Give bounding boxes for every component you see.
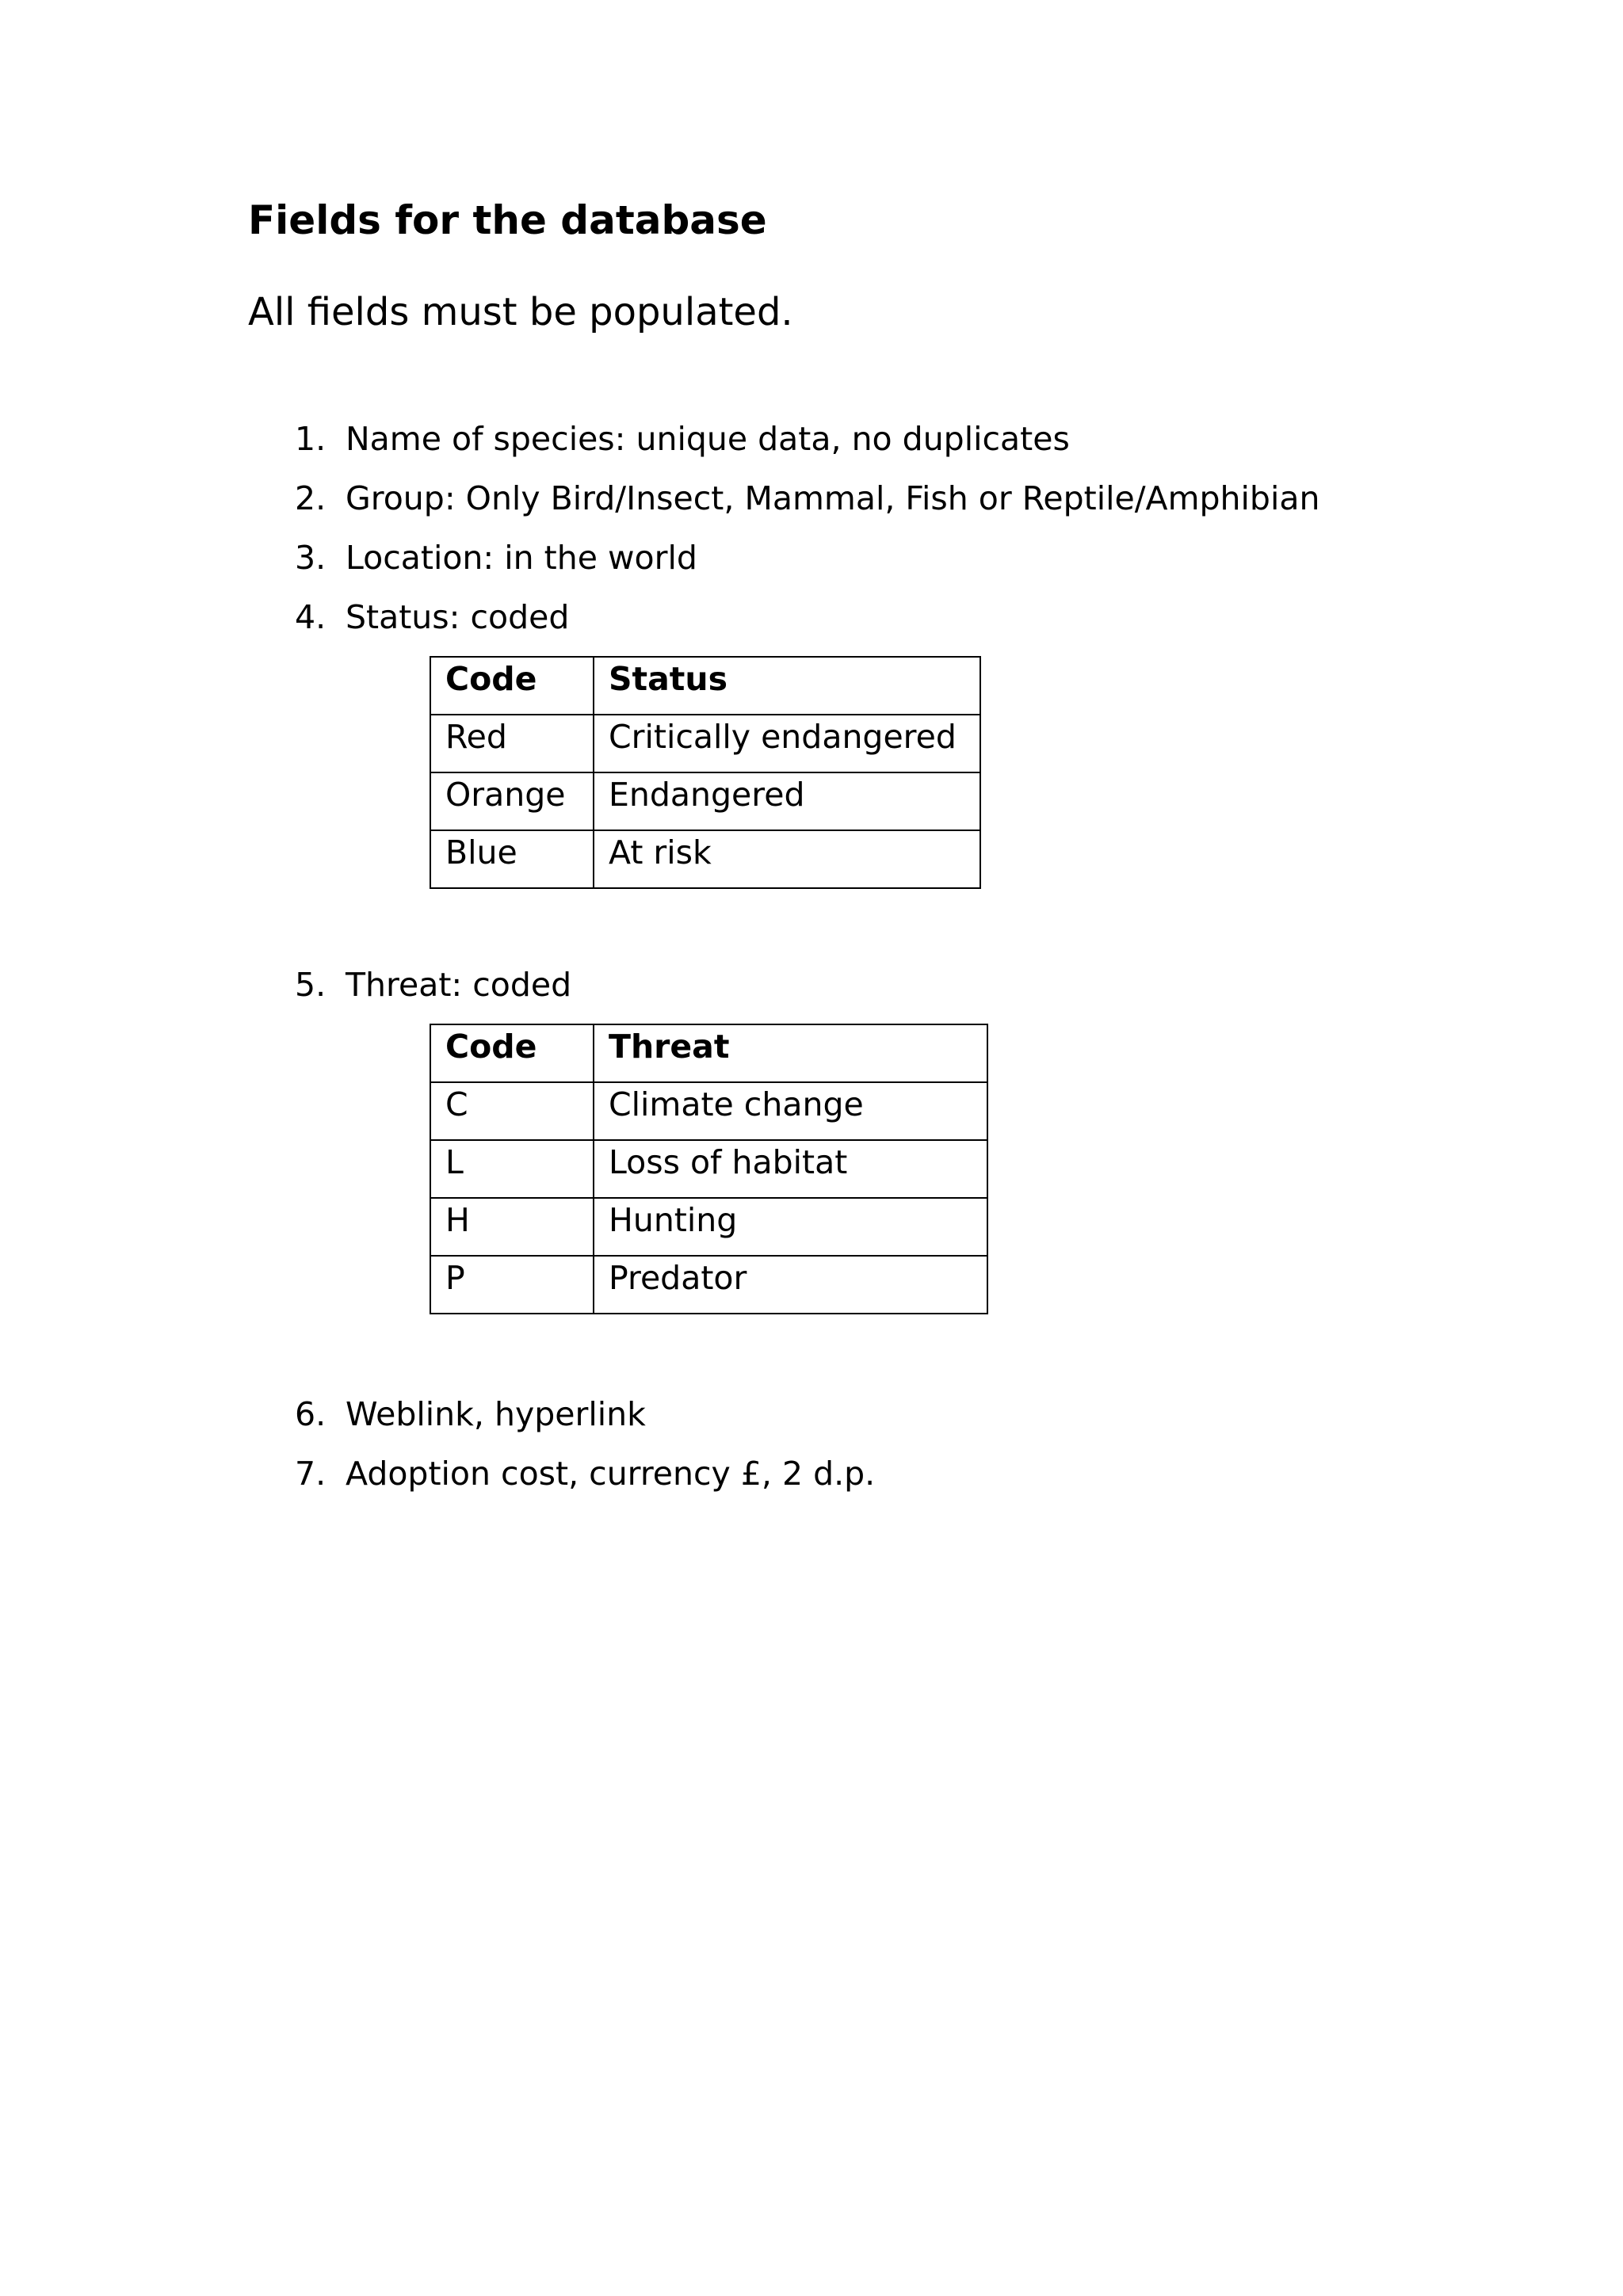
field-item-threat: [295, 963, 571, 1007]
field-text: Location: in the world: [346, 539, 697, 577]
table-cell: Blue: [430, 830, 594, 888]
field-item-species: [295, 417, 1070, 461]
field-item-weblink: [295, 1392, 646, 1436]
table-row: [430, 1256, 987, 1314]
document-heading: Fields for the database: [248, 197, 767, 243]
table-cell: Loss of habitat: [594, 1140, 987, 1198]
table-cell: Red: [430, 715, 594, 772]
field-text: Threat: coded: [346, 966, 572, 1004]
field-text: Status: coded: [346, 598, 570, 636]
table-header-row: [430, 657, 980, 715]
threat-code-table: [430, 1024, 988, 1314]
field-number: 6.: [295, 1395, 327, 1433]
table-row: [430, 1140, 987, 1198]
field-number: 2.: [295, 479, 327, 517]
field-item-adoption-cost: [295, 1451, 875, 1496]
table-cell: Orange: [430, 772, 594, 830]
table-header-cell: Code: [430, 1024, 594, 1082]
table-row: [430, 715, 980, 772]
field-text: Name of species: unique data, no duplicates: [346, 420, 1070, 458]
field-number: 5.: [295, 966, 327, 1004]
field-item-location: [295, 536, 697, 580]
table-cell: Critically endangered: [594, 715, 980, 772]
table-header-cell: Threat: [594, 1024, 987, 1082]
field-text: Group: Only Bird/Insect, Mammal, Fish or Reptile/Amphibian: [346, 479, 1320, 517]
intro-text: All fields must be populated.: [248, 290, 793, 334]
field-item-status: [295, 595, 569, 639]
table-cell: Hunting: [594, 1198, 987, 1256]
table-header-row: [430, 1024, 987, 1082]
field-item-group: [295, 476, 1319, 521]
field-number: 3.: [295, 539, 327, 577]
table-cell: At risk: [594, 830, 980, 888]
table-row: [430, 830, 980, 888]
table-row: [430, 1082, 987, 1140]
table-row: [430, 1198, 987, 1256]
field-text: Weblink, hyperlink: [346, 1395, 646, 1433]
status-code-table: [430, 656, 981, 889]
field-number: 4.: [295, 598, 327, 636]
table-cell: Climate change: [594, 1082, 987, 1140]
table-cell: H: [430, 1198, 594, 1256]
table-header-cell: Code: [430, 657, 594, 715]
field-number: 1.: [295, 420, 327, 458]
field-number: 7.: [295, 1455, 327, 1493]
table-header-cell: Status: [594, 657, 980, 715]
table-cell: Endangered: [594, 772, 980, 830]
table-cell: P: [430, 1256, 594, 1314]
table-cell: Predator: [594, 1256, 987, 1314]
table-cell: C: [430, 1082, 594, 1140]
table-row: [430, 772, 980, 830]
table-cell: L: [430, 1140, 594, 1198]
field-text: Adoption cost, currency £, 2 d.p.: [346, 1455, 876, 1493]
